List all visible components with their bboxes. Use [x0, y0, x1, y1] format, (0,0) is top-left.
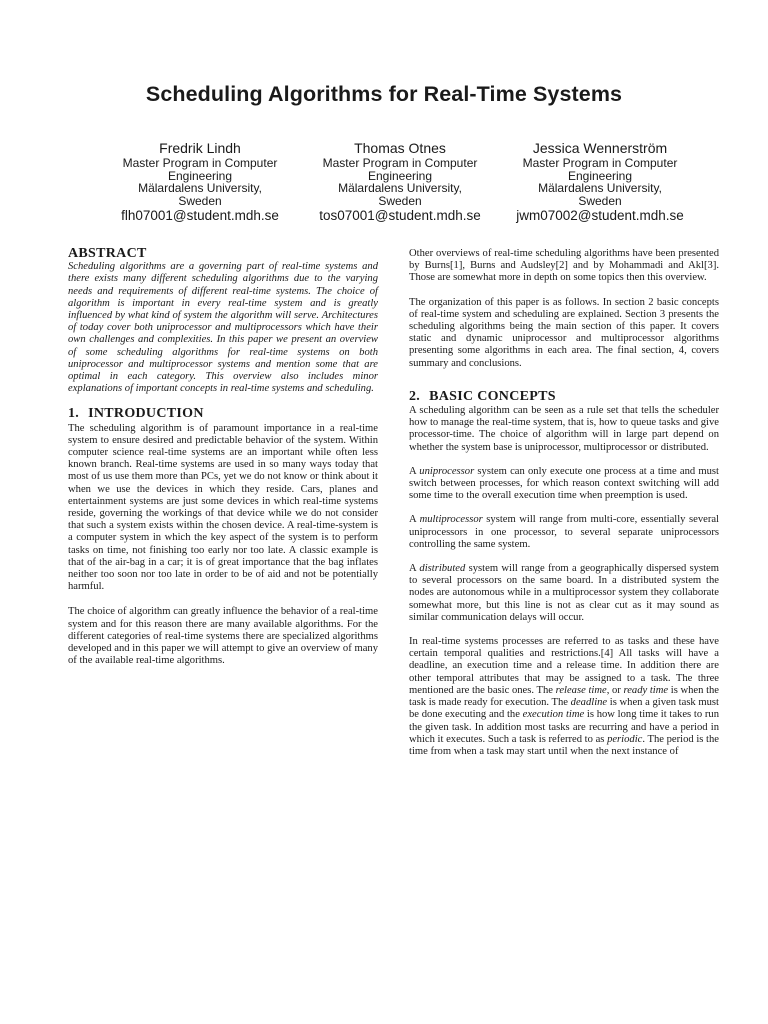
text-run: is when a given task must be done executing and the — [409, 697, 719, 721]
abstract-text: Scheduling algorithms are a governing part of real-time systems and there exists many different scheduling algorithms due to the varying needs and requirements of different real-time systems. The choice of algorithm is important in every real-time system and is greatly influenced by what kind of system the algorithm will serve. Architectures of today cover both uniprocessor and multiprocessors which have their own challenges and complexities. In this paper we present an overview of some scheduling algorithms for real-time systems on both uniprocessor and multiprocessor systems and mention some that are optimal in each category. This overview also includes minor explanations of important concepts in real-time systems and scheduling. — [68, 261, 378, 395]
author-1 — [100, 140, 300, 223]
text-run: A — [409, 563, 420, 575]
basic-paragraph-1: A scheduling algorithm can be seen as a rule set that tells the scheduler how to manage the real-time system, that is, how to queue tasks and give processor-time. The choice of algorithm will in large part depend on whether the system base is uniprocessor, multiprocessor or distributed. — [409, 405, 719, 453]
author-name: Thomas Otnes — [354, 140, 446, 156]
abstract-heading: ABSTRACT — [68, 246, 147, 261]
author-affiliation-line: Engineering — [167, 168, 233, 183]
author-name: Fredrik Lindh — [159, 140, 241, 156]
term-release-time: release time — [555, 684, 607, 696]
author-affiliation-line: Sweden — [378, 193, 422, 208]
author-affiliation-line: Mälardalens University, — [138, 181, 262, 195]
section-heading-introduction — [68, 408, 378, 420]
author-email: jwm07002@student.mdh.se — [516, 208, 684, 223]
tasks-paragraph — [409, 636, 719, 758]
author-block — [100, 140, 700, 223]
text-run: . The period is the time from when a task may start until when the next instance of — [409, 733, 719, 757]
text-run: A — [409, 514, 420, 526]
author-affiliation-line: Master Program in Computer — [122, 156, 278, 170]
author-name: Jessica Wennerström — [532, 140, 668, 156]
term-uniprocessor: uniprocessor — [419, 465, 475, 477]
intro-paragraph-1: The scheduling algorithm is of paramount importance in a real-time system to ensure desired and predictable behavior of the system. Within computer science real-time systems are an important while often less known branch. Real-time systems are used in so many ways today that most of us use them more than PCs, yet we do not know or think about it when we use the devices in which they reside. Cars, planes and entertainment systems are just some devices in which real-time systems reside, governing the workings of that device while we do not consider that such a system exists within the chosen device. A real-time-system is a computer system in which the key aspect of the system is to perform tasks on time, not finishing too early nor too late. A classic example is that of the air-bag in a car; it is of great importance that the bag inflates neither too soon nor too late in order to be of aid and not be potentially harmful. — [68, 422, 378, 593]
term-distributed: distributed — [419, 563, 466, 575]
text-run: , or — [606, 684, 624, 696]
section-number: 1. — [68, 406, 80, 422]
text-run: system can only execute one process at a time and must switch between processes, for which reason context switching will add some time to the overall execution time when preemption is used. — [409, 465, 719, 502]
term-multiprocessor: multiprocessor — [419, 514, 483, 526]
term-deadline: deadline — [570, 697, 608, 709]
organization-paragraph: The organization of this paper is as follows. In section 2 basic concepts of real-time system and scheduling are explained. Section 3 presents the scheduling algorithms being the main section of this paper. It covers static and dynamic uniprocessor and multiprocessor algorithms presenting some algorithms in each area. The final section, 4, covers summary and conclusions. — [409, 296, 719, 369]
text-run: A — [409, 465, 420, 477]
author-affiliation-line: Sweden — [578, 193, 622, 208]
text-run: In real-time systems processes are referred to as tasks and these have certain temporal qualities and restrictions.[4] All tasks will have a deadline, an execution time and a release time. In addition there are other temporal attributes that may be assigned to a task. The three mentioned are the basic ones. The — [409, 636, 719, 696]
author-3 — [500, 140, 700, 223]
section-title: INTRODUCTION — [88, 406, 204, 422]
section-number: 2. — [409, 388, 421, 404]
author-affiliation-line: Master Program in Computer — [522, 156, 678, 170]
term-execution-time: execution time — [522, 709, 585, 721]
author-affiliation-line: Mälardalens University, — [338, 181, 462, 195]
author-affiliation-line: Mälardalens University, — [538, 181, 662, 195]
text-run: system will range from a geographically dispersed system to several processors on the same board. In a distributed system the nodes are autonomous while in a multiprocessor system they collaborate somewhat more, but this line is not as clear cut as it may sound as similar communication delays will occur. — [409, 563, 719, 623]
author-affiliation-line: Sweden — [178, 193, 222, 208]
author-affiliation-line: Master Program in Computer — [322, 156, 478, 170]
text-run: is when the task is made ready for execution. The — [409, 684, 720, 709]
intro-paragraph-2: The choice of algorithm can greatly influence the behavior of a real-time system and for this reason there are many available algorithms. For the different categories of real-time systems there are specialized algorithms developed and in this paper we will attempt to give an overview of many of the available real-time algorithms. — [68, 606, 378, 667]
text-run: is how long time it takes to run the given task. In addition most tasks are recurring and have a period in which it executes. Such a task is referred to as — [409, 709, 719, 745]
term-ready-time: ready time — [623, 684, 669, 696]
author-2 — [300, 140, 500, 223]
section-title: BASIC CONCEPTS — [429, 388, 556, 404]
term-periodic: periodic — [607, 733, 643, 745]
uniprocessor-paragraph — [409, 466, 719, 503]
left-column — [68, 248, 378, 668]
text-run: system will range from multi-core, essentially several uniprocessors in one processor, to several separate uniprocessors controlling the same system. — [409, 514, 719, 550]
distributed-paragraph — [409, 563, 719, 624]
section-heading-basic-concepts — [409, 388, 719, 404]
author-affiliation-line: Engineering — [367, 168, 433, 183]
author-email: tos07001@student.mdh.se — [319, 208, 481, 223]
right-column — [409, 248, 719, 758]
overview-paragraph: Other overviews of real-time scheduling algorithms have been presented by Burns[1], Burns and Audsley[2] and by Mohammadi and Akl[3]. Those are somewhat more in depth on some topics then this overview. — [409, 248, 719, 284]
multiprocessor-paragraph — [409, 514, 719, 551]
author-affiliation-line: Engineering — [567, 168, 633, 183]
author-email: flh07001@student.mdh.se — [121, 208, 279, 223]
paper-title: Scheduling Algorithms for Real-Time Systems — [145, 82, 623, 106]
